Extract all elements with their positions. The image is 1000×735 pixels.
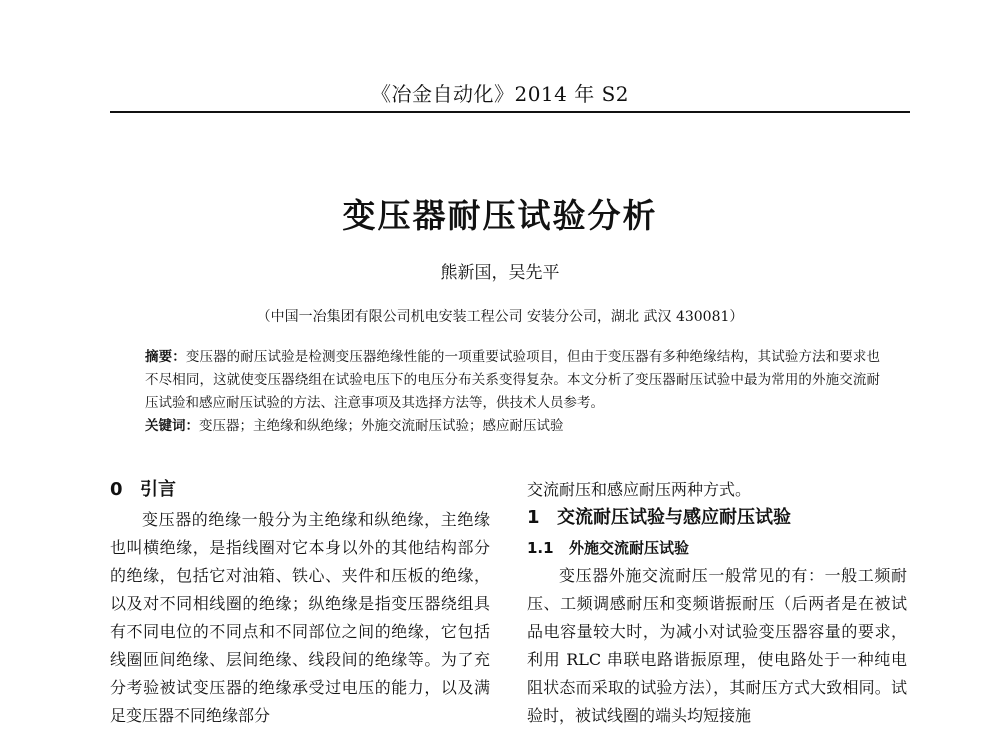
section-heading-intro <box>110 476 490 506</box>
journal-header: 《冶金自动化》2014 年 S2 <box>370 82 630 106</box>
continuation-line: 交流耐压和感应耐压两种方式。 <box>527 480 752 499</box>
paper-authors: 熊新国，吴先平 <box>440 263 560 283</box>
section-title: 引言 <box>140 479 176 500</box>
section-heading-1 <box>527 504 907 534</box>
paper-affiliation: （中国一冶集团有限公司机电安装工程公司 安装分公司，湖北 武汉 430081） <box>256 309 744 325</box>
subsection-title: 外施交流耐压试验 <box>569 539 690 557</box>
keywords-text: 变压器；主绝缘和纵绝缘；外施交流耐压试验；感应耐压试验 <box>199 418 564 434</box>
section-number: 1 <box>527 507 540 528</box>
section-title: 交流耐压试验与感应耐压试验 <box>557 507 791 528</box>
abstract-text: 变压器的耐压试验是检测变压器绝缘性能的一项重要试验项目，但由于变压器有多种绝缘结构，其试验方法和要求也不尽相同，这就使变压器绕组在试验电压下的电压分布关系变得复杂。本文分析了变压器耐压试验中最为常用的外施交流耐压试验和感应耐压试验的方法、注意事项及其选择方法等，供技术人员参考。 <box>145 349 881 411</box>
section-number: 0 <box>110 479 123 500</box>
intro-paragraph: 变压器的绝缘一般分为主绝缘和纵绝缘，主绝缘也叫横绝缘，是指线圈对它本身以外的其他结构部分的绝缘，包括它对油箱、铁心、夹件和压板的绝缘，以及对不同相线圈的绝缘；纵绝缘是指变压器绕组具有不同电位的不同点和不同部位之间的绝缘，它包括线圈匝间绝缘、层间绝缘、线段间的绝缘等。为了充分考验被试变压器的绝缘承受过电压的能力，以及满足变压器不同绝缘部分 <box>110 510 490 725</box>
abstract <box>145 346 880 415</box>
abstract-label: 摘要： <box>145 349 186 365</box>
section-1-1-paragraph: 变压器外施交流耐压一般常见的有：一般工频耐压、工频调感耐压和变频谐振耐压（后两者是在被试品电容量较大时，为减小对试验变压器容量的要求，利用 RLC 串联电路谐振原理，使电路处于一种纯电阻状态而采取的试验方法），其耐压方式大致相同。试验时，被试线圈的端头均短接施 <box>527 566 907 725</box>
keywords <box>145 415 880 438</box>
left-column <box>110 476 490 730</box>
subsection-heading-1-1 <box>527 534 907 562</box>
paper-title: 变压器耐压试验分析 <box>342 196 658 235</box>
header-rule <box>110 111 910 113</box>
keywords-label: 关键词： <box>145 418 199 434</box>
abstract-block <box>145 346 880 438</box>
subsection-number: 1.1 <box>527 539 554 557</box>
right-column <box>527 476 907 730</box>
